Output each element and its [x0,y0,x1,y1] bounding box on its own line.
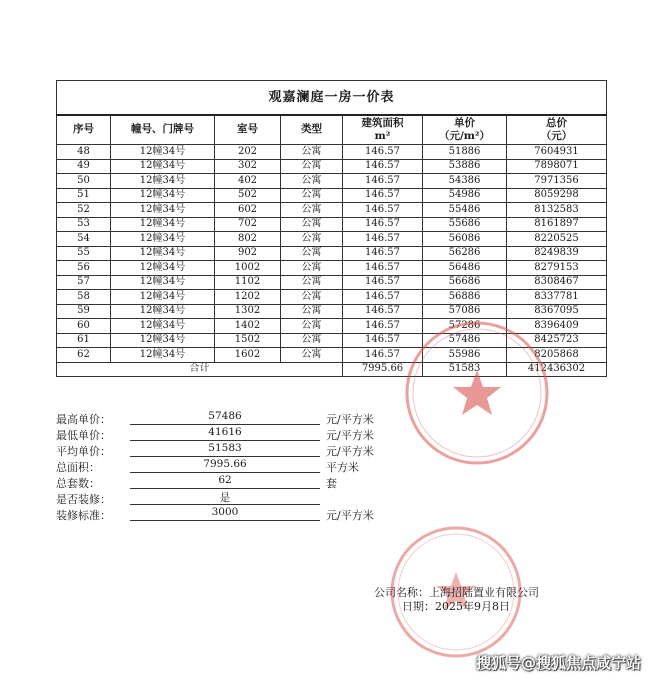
cell-unit-price: 54386 [423,174,507,189]
cell-area: 146.57 [343,145,423,160]
company-seal-upper [402,318,552,468]
header-type: 类型 [281,115,343,145]
cell-unit-price: 56086 [423,232,507,247]
cell-type: 公寓 [281,319,343,334]
cell-room: 802 [215,232,281,247]
summary-label: 最高单价： [56,413,111,426]
summary-row-total-area [56,458,376,474]
header-total-unit: （元） [540,130,573,142]
cell-seq: 60 [57,319,111,334]
summary-value: 51583 [130,442,320,457]
cell-building: 12幢34号 [111,188,215,203]
header-seq: 序号 [57,115,111,145]
cell-area: 146.57 [343,304,423,319]
header-area-unit: m² [374,130,391,142]
cell-area: 146.57 [343,159,423,174]
cell-total-price: 7604931 [507,145,607,160]
cell-building: 12幢34号 [111,275,215,290]
summary-row-max-price [56,410,376,426]
cell-total-price: 8249839 [507,246,607,261]
cell-seq: 56 [57,261,111,276]
summary-unit: 平方米 [326,461,359,474]
cell-room: 502 [215,188,281,203]
table-row [57,275,607,290]
cell-seq: 48 [57,145,111,160]
company-name: 公司名称：上海招陆置业有限公司 [374,586,539,599]
document-date: 日期：2025年9月8日 [402,600,510,613]
cell-total-price: 8220525 [507,232,607,247]
table-row [57,145,607,160]
cell-unit-price: 53886 [423,159,507,174]
table-row [57,246,607,261]
cell-unit-price: 57086 [423,304,507,319]
cell-unit-price: 57486 [423,333,507,348]
cell-area: 146.57 [343,217,423,232]
cell-total-price: 8308467 [507,275,607,290]
summary-label: 是否装修： [56,493,111,506]
cell-seq: 59 [57,304,111,319]
cell-total-price: 8059298 [507,188,607,203]
cell-type: 公寓 [281,290,343,305]
cell-type: 公寓 [281,145,343,160]
summary-row-decoration-standard [56,506,376,522]
cell-building: 12幢34号 [111,203,215,218]
cell-area: 146.57 [343,261,423,276]
cell-area: 146.57 [343,232,423,247]
total-area: 7995.66 [343,362,423,377]
cell-building: 12幢34号 [111,319,215,334]
cell-building: 12幢34号 [111,174,215,189]
cell-type: 公寓 [281,261,343,276]
summary-value: 是 [130,490,320,505]
cell-seq: 58 [57,290,111,305]
table-title: 观嘉澜庭一房一价表 [57,81,607,116]
cell-room: 602 [215,203,281,218]
cell-area: 146.57 [343,246,423,261]
table-row [57,304,607,319]
cell-type: 公寓 [281,304,343,319]
cell-type: 公寓 [281,246,343,261]
total-unit-price: 51583 [423,362,507,377]
cell-total-price: 7898071 [507,159,607,174]
cell-area: 146.57 [343,348,423,363]
cell-type: 公寓 [281,333,343,348]
cell-seq: 52 [57,203,111,218]
cell-building: 12幢34号 [111,348,215,363]
cell-building: 12幢34号 [111,217,215,232]
cell-area: 146.57 [343,188,423,203]
header-room: 室号 [215,115,281,145]
summary-unit: 套 [326,477,337,490]
cell-type: 公寓 [281,348,343,363]
cell-building: 12幢34号 [111,261,215,276]
summary-unit: 元/平方米 [326,429,374,442]
table-row [57,159,607,174]
cell-unit-price: 56686 [423,275,507,290]
summary-unit: 元/平方米 [326,413,374,426]
summary-label: 最低单价： [56,429,111,442]
cell-total-price: 8279153 [507,261,607,276]
cell-room: 402 [215,174,281,189]
cell-seq: 51 [57,188,111,203]
cell-building: 12幢34号 [111,304,215,319]
cell-type: 公寓 [281,232,343,247]
cell-building: 12幢34号 [111,159,215,174]
cell-room: 1602 [215,348,281,363]
cell-building: 12幢34号 [111,246,215,261]
cell-unit-price: 54986 [423,188,507,203]
cell-room: 302 [215,159,281,174]
header-area [343,115,423,145]
cell-total-price: 8132583 [507,203,607,218]
summary-value: 3000 [130,506,320,521]
total-label: 合计 [57,362,343,377]
cell-area: 146.57 [343,275,423,290]
cell-type: 公寓 [281,275,343,290]
cell-area: 146.57 [343,290,423,305]
cell-room: 1302 [215,304,281,319]
cell-seq: 50 [57,174,111,189]
cell-unit-price: 55486 [423,203,507,218]
summary-value: 41616 [130,426,320,441]
cell-total-price: 8425723 [507,333,607,348]
cell-building: 12幢34号 [111,232,215,247]
header-building: 幢号、门牌号 [111,115,215,145]
table-row [57,290,607,305]
summary-label: 总面积： [56,461,100,474]
cell-total-price: 7971356 [507,174,607,189]
table-row [57,188,607,203]
cell-room: 1502 [215,333,281,348]
cell-type: 公寓 [281,188,343,203]
cell-unit-price: 56486 [423,261,507,276]
cell-type: 公寓 [281,217,343,232]
header-total-label: 总价 [546,116,568,129]
summary-value: 7995.66 [130,458,320,473]
table-row [57,203,607,218]
table-row [57,261,607,276]
summary-label: 装修标准： [56,509,111,522]
cell-total-price: 8337781 [507,290,607,305]
header-unit-price-unit: （元/m²） [438,130,491,142]
cell-seq: 54 [57,232,111,247]
summary-label: 总套数： [56,477,100,490]
header-unit-price-label: 单价 [454,116,475,129]
summary-value: 62 [130,474,320,489]
summary-unit: 元/平方米 [326,509,374,522]
summary-value: 57486 [130,410,320,425]
cell-type: 公寓 [281,174,343,189]
cell-seq: 55 [57,246,111,261]
cell-unit-price: 51886 [423,145,507,160]
header-unit-price [423,115,507,145]
cell-seq: 49 [57,159,111,174]
cell-building: 12幢34号 [111,290,215,305]
cell-area: 146.57 [343,319,423,334]
summary-block [56,410,376,522]
table-row [57,232,607,247]
cell-unit-price: 56886 [423,290,507,305]
cell-building: 12幢34号 [111,333,215,348]
total-price: 412436302 [507,362,607,377]
cell-room: 202 [215,145,281,160]
cell-total-price: 8367095 [507,304,607,319]
cell-area: 146.57 [343,203,423,218]
cell-room: 702 [215,217,281,232]
table-row [57,217,607,232]
table-row [57,174,607,189]
summary-row-min-price [56,426,376,442]
cell-room: 1102 [215,275,281,290]
cell-building: 12幢34号 [111,145,215,160]
summary-row-total-units [56,474,376,490]
cell-area: 146.57 [343,333,423,348]
cell-unit-price: 55686 [423,217,507,232]
cell-room: 1202 [215,290,281,305]
cell-unit-price: 55986 [423,348,507,363]
cell-room: 902 [215,246,281,261]
cell-total-price: 8205868 [507,348,607,363]
summary-label: 平均单价： [56,445,111,458]
source-watermark: 搜狐号@搜狐焦点咸宁站 [476,654,642,672]
cell-seq: 62 [57,348,111,363]
summary-unit: 元/平方米 [326,445,374,458]
cell-total-price: 8161897 [507,217,607,232]
cell-room: 1002 [215,261,281,276]
cell-total-price: 8396409 [507,319,607,334]
cell-seq: 61 [57,333,111,348]
header-area-label: 建筑面积 [361,116,404,129]
table-header-row [57,115,607,145]
summary-row-avg-price [56,442,376,458]
cell-seq: 57 [57,275,111,290]
summary-row-decorated [56,490,376,506]
cell-type: 公寓 [281,203,343,218]
header-total [507,115,607,145]
cell-type: 公寓 [281,159,343,174]
cell-unit-price: 57286 [423,319,507,334]
cell-seq: 53 [57,217,111,232]
cell-unit-price: 56286 [423,246,507,261]
cell-area: 146.57 [343,174,423,189]
company-signature [374,584,539,613]
cell-room: 1402 [215,319,281,334]
